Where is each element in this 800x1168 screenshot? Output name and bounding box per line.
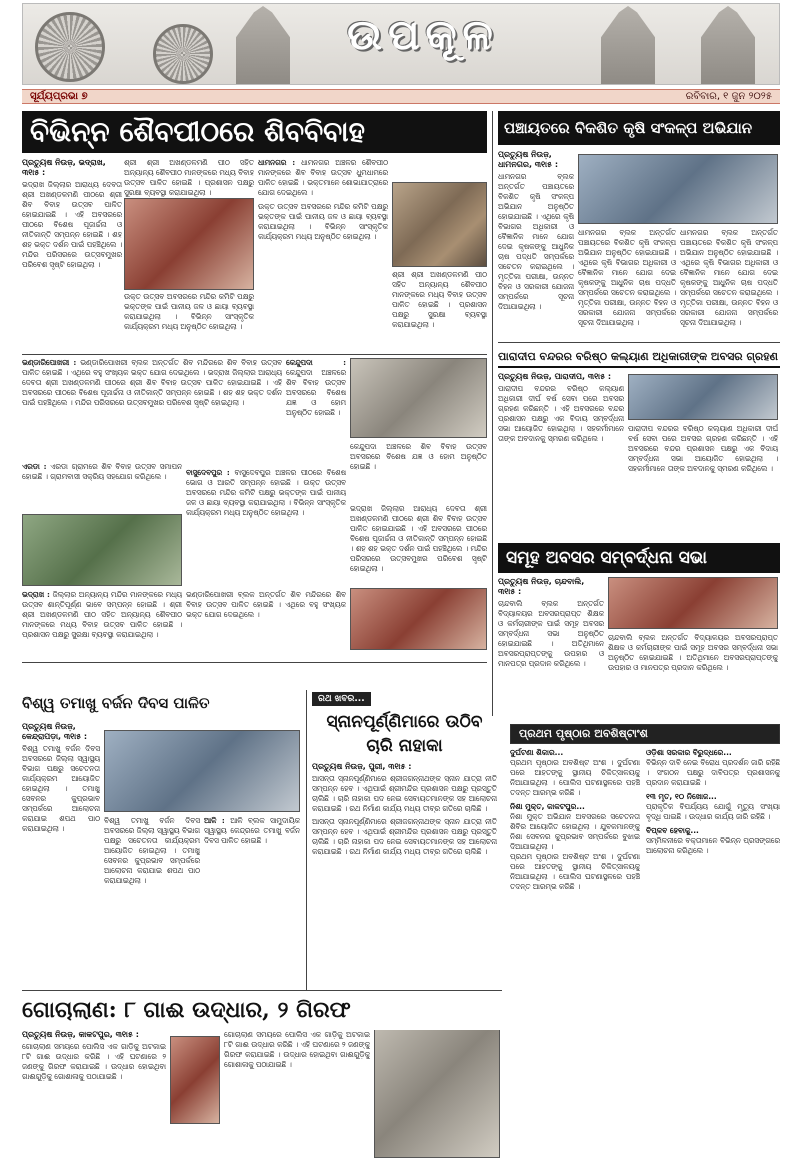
konark-wheel-mid: [153, 24, 213, 84]
story3-dateline: ପ୍ରତ୍ୟୁଷ ନିଉଜ଼, ପାରାଦୀପ, ୩୧ା୫ :: [498, 372, 612, 381]
story6-dateline: ପ୍ରତ୍ୟୁଷ ନିଉଜ଼, ପୁରୀ, ୩୧ା୫ :: [312, 762, 412, 771]
story5-body: [22, 722, 302, 984]
folio-date: ରବିବାର, ୧ ଜୁନ ୨୦୨୫: [685, 91, 772, 102]
front-rest-body: [510, 748, 780, 1153]
story6-body: [312, 762, 497, 987]
story1-photo-ritual: [350, 358, 487, 438]
story2-col3-text: ଧାମନଗର ବ୍ଲକ ଅନ୍ତର୍ଗତ ପଞ୍ଚାୟତରେ ବିକଶିତ କୃଷି ସଂକଳ୍ପ ଅଭିଯାନ ଅନୁଷ୍ଠିତ ହୋଇଯାଇଛି । ଏଥିରେ କୃଷି ବିଭାଗର ଅଧିକାରୀ ଓ ବୈଜ୍ଞାନିକ ମାନେ ଯୋଗ ଦେଇ କୃଷକଙ୍କୁ ଆଧୁନିକ ଚାଷ ପଦ୍ଧତି ସମ୍ପର୍କରେ ସଚେତନ କରାଇଥିଲେ । ମୃତ୍ତିକା ପରୀକ୍ଷା, ଉନ୍ନତ ବିହନ ଓ ସରକାରୀ ଯୋଜନା ସମ୍ପର୍କରେ ସୂଚନା ଦିଆଯାଇଥିଲା ।: [680, 228, 778, 327]
story1-col-right2-text: ଭଦ୍ରାଖ ଜିଲ୍ଲାର ଆରାଧ୍ୟ ଦେବତା ଶ୍ରୀ ଅଖଣ୍ଡଳମଣି ପୀଠରେ ଶ୍ରୀ ଶିବ ବିବାହ ଉତ୍ସବ ପାଳିତ ହୋଇଯାଇଛି । ଏହି ଅବସରରେ ପୀଠରେ ବିଶେଷ ପୂଜାର୍ଚ୍ଚନା ଓ ନୀତିକାନ୍ତି ସମ୍ପନ୍ନ ହୋଇଛି । ଶହ ଶହ ଭକ୍ତ ଦର୍ଶନ ପାଇଁ ପହଞ୍ଚିଥିଲେ । ମନ୍ଦିର ପରିସରରେ ଉତ୍ସବମୁଖର ପରିବେଶ ସୃଷ୍ଟି ହୋଇଥିଲା ।: [350, 504, 487, 573]
story1-sub5-block: [22, 590, 182, 658]
story1-photo-puja: [350, 588, 487, 650]
story3-body: [498, 372, 780, 540]
story1-col2-top: [124, 158, 254, 198]
story1-photo-procession: [124, 198, 254, 290]
story7-col2: [224, 1030, 370, 1160]
story4-body: [498, 577, 780, 717]
story1-col-right: [350, 442, 487, 502]
story1-sub6-cont: ଉକ୍ତ ଉତ୍ସବ ଅବସରରେ ମନ୍ଦିର କମିଟି ପକ୍ଷରୁ ଭକ୍ତଙ୍କ ପାଇଁ ପାନୀୟ ଜଳ ଓ ଛାୟା ବ୍ୟବସ୍ଥା କରାଯାଇଥିଲା । ବିଭିନ୍ନ ସାଂସ୍କୃତିକ କାର୍ଯ୍ୟକ୍ରମ ମଧ୍ୟ ଅନୁଷ୍ଠିତ ହୋଇଥିଲା ।: [186, 478, 346, 517]
story1-col-right-text: କେନ୍ଦୁପଦା ଅଞ୍ଚଳରେ ଶିବ ବିବାହ ଉତ୍ସବ ଅବସରରେ ବିଶେଷ ଯଜ୍ଞ ଓ ହୋମ ଅନୁଷ୍ଠିତ ହୋଇଛି ।: [350, 442, 487, 471]
story5-text: ବିଶ୍ୱ ତମାଖୁ ବର୍ଜନ ଦିବସ ଅବସରରେ ଜିଲ୍ଲା ସ୍ୱାସ୍ଥ୍ୟ ବିଭାଗ ପକ୍ଷରୁ ସଚେତନତା କାର୍ଯ୍ୟକ୍ରମ ଆୟୋଜିତ ହୋଇଥିଲା । ତମାଖୁ ସେବନର କୁପ୍ରଭାବ ସମ୍ପର୍କରେ ଆଲୋଚନା କରାଯାଇ ଶପଥ ପାଠ କରାଯାଇଥିଲା ।: [22, 744, 100, 833]
story5-col2: [104, 816, 200, 984]
story7-photo-cattle: [374, 1030, 500, 1158]
story3-headline: [498, 346, 780, 368]
story1-lower: [22, 358, 487, 658]
story7-body: [22, 1030, 502, 1160]
front-rest-e-title: ବିପ୍ଳବ ହେବାକୁ...: [646, 826, 699, 835]
story1-sub5-label: ଭଦ୍ରାଖ :: [22, 590, 50, 599]
story2-col1: [498, 150, 574, 340]
story7-headline-text: ଗୋଚାଲାଣ: ୮ ଗାଈ ଉଦ୍ଧାର, ୨ ଗିରଫ: [22, 997, 351, 1023]
story1-text2: ଶ୍ରୀ ଶ୍ରୀ ଅଖଣ୍ଡଳମଣି ପୀଠ ସହିତ ଅନ୍ୟାନ୍ୟ ଶୈବପୀଠ ମାନଙ୍କରେ ମଧ୍ୟ ବିବାହ ଉତ୍ସବ ପାଳିତ ହୋଇଛି । ପ୍ରଶାସନ ପକ୍ଷରୁ ସୁରକ୍ଷା ବ୍ୟବସ୍ଥା କରାଯାଇଥିଲା ।: [124, 158, 254, 197]
folio-bar: [22, 89, 780, 104]
temple-right: [583, 6, 673, 84]
story1-col3: [258, 158, 388, 358]
front-rest-label: [510, 724, 780, 744]
story1-lower-text: [186, 590, 346, 656]
front-rest-label-text: ପ୍ରଥମ ପୃଷ୍ଠାର ଅବଶିଷ୍ଟାଂଶ: [519, 727, 648, 740]
story6-tag: ରଥ ଖବର...: [312, 692, 371, 706]
story1-col4: [392, 270, 487, 358]
story1-sub2-block: [22, 358, 282, 454]
story1-photo-deities: [392, 182, 487, 267]
story6-text-cont: ଆସନ୍ତା ସ୍ନାନପୂର୍ଣ୍ଣିମାରେ ଶ୍ରୀଜଗନ୍ନାଥଙ୍କ ସ୍ନାନ ଯାତ୍ରା ନୀତି ସମ୍ପନ୍ନ ହେବ । ଏଥିପାଇଁ ଶ୍ରୀମନ୍ଦିର ପ୍ରଶାସନ ପକ୍ଷରୁ ପ୍ରସ୍ତୁତି ଚାଲିଛି । ଚାରି ନାହାକା ପଦ ନେଇ ସେବାୟତମାନଙ୍କ ସହ ଆଲୋଚନା କରାଯାଇଛି । ରଥ ନିର୍ମାଣ କାର୍ଯ୍ୟ ମଧ୍ୟ ତୀବ୍ର ଗତିରେ ଚାଲିଛି ।: [312, 817, 497, 856]
story1-sub1: ଧାମନଗର ଅଞ୍ଚଳର ଶୈବପୀଠ ମାନଙ୍କରେ ଶିବ ବିବାହ ଉତ୍ସବ ଧୁମଧାମରେ ପାଳିତ ହୋଇଛି । ଭକ୍ତମାନେ ଶୋଭାଯାତ୍ରାରେ ଯୋଗ ଦେଇଥିଲେ ।: [258, 158, 388, 197]
story1-sub4-label: ଏରଡା :: [22, 462, 47, 471]
story7-col2-text: ଗୋଚାଲାଣ ସମୟରେ ପୋଲିସ ଏକ ଗାଡ଼ିକୁ ଅଟକାଇ ୮ଟି ଗାଈ ଉଦ୍ଧାର କରିଛି । ଏହି ଘଟଣାରେ ୨ ଜଣଙ୍କୁ ଗିରଫ କରାଯାଇଛି । ଉଦ୍ଧାର ହୋଇଥିବା ଗାଈଗୁଡ଼ିକୁ ଗୋଶାଳାକୁ ପଠାଯାଇଛି ।: [224, 1030, 370, 1069]
story1-sub6-block: [186, 468, 346, 588]
story6-headline-line1: ସ୍ନାନପୂର୍ଣ୍ଣିମାରେ ଉଠିବ: [326, 712, 483, 732]
story5-headline: [22, 690, 302, 716]
story1-lower-text-content: ଭଣ୍ଡାରିପୋଖରୀ ବ୍ଲକ ଅନ୍ତର୍ଗତ ଶିବ ମନ୍ଦିରରେ ଶିବ ବିବାହ ଉତ୍ସବ ପାଳିତ ହୋଇଛି । ଏଥିରେ ବହୁ ସଂଖ୍ୟକ ଭକ୍ତ ଯୋଗ ଦେଇଥିଲେ ।: [186, 590, 346, 619]
story4-headline-text: ସମୂହ ଅବସର ସମ୍ବର୍ଦ୍ଧନା ସଭା: [506, 548, 708, 568]
front-rest-b-title: ନିଶା ମୁକ୍ତ, କାକଟପୁର...: [510, 802, 585, 811]
story1-col2-text: ଉକ୍ତ ଉତ୍ସବ ଅବସରରେ ମନ୍ଦିର କମିଟି ପକ୍ଷରୁ ଭକ୍ତଙ୍କ ପାଇଁ ପାନୀୟ ଜଳ ଓ ଛାୟା ବ୍ୟବସ୍ଥା କରାଯାଇଥିଲା । ବିଭିନ୍ନ ସାଂସ୍କୃତିକ କାର୍ଯ୍ୟକ୍ରମ ମଧ୍ୟ ଅନୁଷ୍ଠିତ ହୋଇଥିଲା ।: [124, 292, 254, 331]
story2-headline: [498, 111, 780, 145]
story7-text: ଗୋଚାଲାଣ ସମୟରେ ପୋଲିସ ଏକ ଗାଡ଼ିକୁ ଅଟକାଇ ୮ଟି ଗାଈ ଉଦ୍ଧାର କରିଛି । ଏହି ଘଟଣାରେ ୨ ଜଣଙ୍କୁ ଗିରଫ କରାଯାଇଛି । ଉଦ୍ଧାର ହୋଇଥିବା ଗାଈଗୁଡ଼ିକୁ ଗୋଶାଳାକୁ ପଠାଯାଇଛି ।: [22, 1042, 166, 1081]
story6-headline: [312, 710, 497, 758]
story5-dateline: ପ୍ରତ୍ୟୁଷ ନିଉଜ଼, କେନ୍ଦ୍ରାପଡ଼ା, ୩୧ା୫ :: [22, 722, 88, 741]
front-rest-col1-cont: ପ୍ରଥମ ପୃଷ୍ଠାର ଅବଶିଷ୍ଟ ଅଂଶ । ଦୁର୍ଘଟଣା ପରେ ଆହତଙ୍କୁ ସ୍ଥାନୀୟ ଚିକିତ୍ସାଳୟକୁ ନିଆଯାଇଥିଲା । ପୋଲିସ ଘଟଣାସ୍ଥଳରେ ପହଞ୍ଚି ତଦନ୍ତ ଆରମ୍ଭ କରିଛି ।: [510, 852, 640, 891]
front-rest-c-title: ଓଡ଼ିଶା ସରକାର ବିରୁଦ୍ଧରେ...: [646, 748, 732, 757]
temple-far-right: [683, 6, 773, 84]
story6-headline-line2: ଚାରି ନାହାକା: [366, 736, 443, 756]
story4-dateline: ପ୍ରତ୍ୟୁଷ ନିଉଜ଼, ଚାନ୍ଦବାଲି, ୩୧ା୫ :: [498, 577, 585, 596]
story1-photo-group: [22, 514, 182, 586]
story7-col1: [22, 1030, 166, 1160]
story3-headline-text: ପାରାଦୀପ ବନ୍ଦରର ବରିଷ୍ଠ କଲ୍ୟାଣ ଅଧିକାରୀଙ୍କ ଅବସର ଗ୍ରହଣ: [498, 350, 778, 363]
story3-text: ପାରାଦୀପ ବନ୍ଦରର ବରିଷ୍ଠ କଲ୍ୟାଣ ଅଧିକାରୀ ଦୀର୍ଘ ବର୍ଷ ସେବା ପରେ ଅବସର ଗ୍ରହଣ କରିଛନ୍ତି । ଏହି ଅବସରରେ ବନ୍ଦର ପ୍ରଶାସନ ପକ୍ଷରୁ ଏକ ବିଦାୟ ସମ୍ବର୍ଦ୍ଧନା ସଭା ଆୟୋଜିତ ହୋଇଥିଲା । ସହକର୍ମୀମାନେ ତାଙ୍କ ଅବଦାନକୁ ସ୍ମରଣ କରିଥିଲେ ।: [498, 384, 624, 443]
story1-col4-text: ଶ୍ରୀ ଶ୍ରୀ ଅଖଣ୍ଡଳମଣି ପୀଠ ସହିତ ଅନ୍ୟାନ୍ୟ ଶୈବପୀଠ ମାନଙ୍କରେ ମଧ୍ୟ ବିବାହ ଉତ୍ସବ ପାଳିତ ହୋଇଛି । ପ୍ରଶାସନ ପକ୍ଷରୁ ସୁରକ୍ଷା ବ୍ୟବସ୍ଥା କରାଯାଇଥିଲା ।: [392, 270, 487, 329]
story1-col1: [22, 158, 122, 358]
konark-wheel-left: [35, 12, 105, 82]
story7-photo-accused: [170, 1036, 220, 1124]
story6-text: ଆସନ୍ତା ସ୍ନାନପୂର୍ଣ୍ଣିମାରେ ଶ୍ରୀଜଗନ୍ନାଥଙ୍କ ସ୍ନାନ ଯାତ୍ରା ନୀତି ସମ୍ପନ୍ନ ହେବ । ଏଥିପାଇଁ ଶ୍ରୀମନ୍ଦିର ପ୍ରଶାସନ ପକ୍ଷରୁ ପ୍ରସ୍ତୁତି ଚାଲିଛି । ଚାରି ନାହାକା ପଦ ନେଇ ସେବାୟତମାନଙ୍କ ସହ ଆଲୋଚନା କରାଯାଇଛି । ରଥ ନିର୍ମାଣ କାର୍ଯ୍ୟ ମଧ୍ୟ ତୀବ୍ର ଗତିରେ ଚାଲିଛି ।: [312, 774, 497, 813]
front-rest-c-text: ବିଭିନ୍ନ ଦାବି ନେଇ ବିରୋଧ ପ୍ରଦର୍ଶନ ଜାରି ରହିଛି । ସଂଗଠନ ପକ୍ଷରୁ ଦାବିପତ୍ର ପ୍ରଶାସନକୁ ପ୍ରଦାନ କରାଯାଇଛି ।: [646, 758, 780, 787]
story1-sub2: ଭଣ୍ଡାରିପୋଖରୀ ବ୍ଲକ ଅନ୍ତର୍ଗତ ଶିବ ମନ୍ଦିରରେ ଶିବ ବିବାହ ଉତ୍ସବ ପାଳିତ ହୋଇଛି । ଏଥିରେ ବହୁ ସଂଖ୍ୟକ ଭକ୍ତ ଯୋଗ ଦେଇଥିଲେ ।: [22, 358, 282, 377]
story1-col3-text: ଉକ୍ତ ଉତ୍ସବ ଅବସରରେ ମନ୍ଦିର କମିଟି ପକ୍ଷରୁ ଭକ୍ତଙ୍କ ପାଇଁ ପାନୀୟ ଜଳ ଓ ଛାୟା ବ୍ୟବସ୍ଥା କରାଯାଇଥିଲା । ବିଭିନ୍ନ ସାଂସ୍କୃତିକ କାର୍ଯ୍ୟକ୍ରମ ମଧ୍ୟ ଅନୁଷ୍ଠିତ ହୋଇଥିଲା ।: [258, 202, 388, 241]
story5-photo-hall: [104, 730, 300, 812]
story1-sub3: କେନ୍ଦୁପଦା ଅଞ୍ଚଳରେ ଶିବ ବିବାହ ଉତ୍ସବ ଅବସରରେ ବିଶେଷ ଯଜ୍ଞ ଓ ହୋମ ଅନୁଷ୍ଠିତ ହୋଇଛି ।: [286, 368, 346, 417]
story2-col3: [680, 228, 778, 340]
story4-text: ଚାନ୍ଦବାଲି ବ୍ଲକ ଅନ୍ତର୍ଗତ ବିଦ୍ୟାଳୟର ଅବସରପ୍ରାପ୍ତ ଶିକ୍ଷକ ଓ କର୍ମଚାରୀଙ୍କ ପାଇଁ ସମୂହ ଅବସର ସମ୍ବର୍ଦ୍ଧନା ସଭା ଅନୁଷ୍ଠିତ ହୋଇଯାଇଛି । ଅତିଥିମାନେ ଅବସରପ୍ରାପ୍ତଙ୍କୁ ଉପହାର ଓ ମାନପତ୍ର ପ୍ରଦାନ କରିଥିଲେ ।: [498, 599, 604, 668]
story5-sub: ଆଳି ବ୍ଲକ ସାମୁଦାୟିକ ସ୍ୱାସ୍ଥ୍ୟ କେନ୍ଦ୍ରରେ ତମାଖୁ ବର୍ଜନ ଦିବସ ପାଳିତ ହୋଇଛି ।: [204, 816, 300, 845]
story2-text: ଧାମନଗର ବ୍ଲକ ଅନ୍ତର୍ଗତ ପଞ୍ଚାୟତରେ ବିକଶିତ କୃଷି ସଂକଳ୍ପ ଅଭିଯାନ ଅନୁଷ୍ଠିତ ହୋଇଯାଇଛି । ଏଥିରେ କୃଷି ବିଭାଗର ଅଧିକାରୀ ଓ ବୈଜ୍ଞାନିକ ମାନେ ଯୋଗ ଦେଇ କୃଷକଙ୍କୁ ଆଧୁନିକ ଚାଷ ପଦ୍ଧତି ସମ୍ପର୍କରେ ସଚେତନ କରାଇଥିଲେ । ମୃତ୍ତିକା ପରୀକ୍ଷା, ଉନ୍ନତ ବିହନ ଓ ସରକାରୀ ଯୋଜନା ସମ୍ପର୍କରେ ସୂଚନା ଦିଆଯାଇଥିଲା ।: [498, 172, 574, 311]
story4-photo-stage: [608, 577, 778, 629]
story1-sub6-label: ବାସୁଦେବପୁର :: [186, 468, 230, 477]
story2-body: [498, 150, 780, 340]
story3-photo-farewell: [628, 374, 778, 420]
masthead: [22, 3, 780, 85]
front-rest-a-title: ଦୁର୍ଘଟଣା ଶିକାର...: [510, 748, 564, 757]
story1-body: [22, 158, 487, 358]
story3-col2: [628, 424, 778, 540]
front-rest-a-text: ପ୍ରଥମ ପୃଷ୍ଠାର ଅବଶିଷ୍ଟ ଅଂଶ । ଦୁର୍ଘଟଣା ପରେ ଆହତଙ୍କୁ ସ୍ଥାନୀୟ ଚିକିତ୍ସାଳୟକୁ ନିଆଯାଇଥିଲା । ପୋଲିସ ଘଟଣାସ୍ଥଳରେ ପହଞ୍ଚି ତଦନ୍ତ ଆରମ୍ଭ କରିଛି ।: [510, 758, 640, 797]
story5-col1: [22, 722, 100, 984]
folio-left: ସୂର୍ଯ୍ୟପ୍ରଭା ୭: [30, 91, 88, 102]
front-rest-e-text: ସମ୍ମିଳନୀରେ ବକ୍ତାମାନେ ବିଭିନ୍ନ ପ୍ରସଙ୍ଗରେ ଆଲୋଚନା କରିଥିଲେ ।: [646, 836, 780, 855]
front-rest-d-title: ୧୩ ମୃତ, ୧୦ ନିଖୋଜ...: [646, 792, 717, 801]
masthead-title: ଉପକୂଳ: [347, 10, 499, 59]
story1-sub5-cont: ଶ୍ରୀ ଶ୍ରୀ ଅଖଣ୍ଡଳମଣି ପୀଠ ସହିତ ଅନ୍ୟାନ୍ୟ ଶୈବପୀଠ ମାନଙ୍କରେ ମଧ୍ୟ ବିବାହ ଉତ୍ସବ ପାଳିତ ହୋଇଛି । ପ୍ରଶାସନ ପକ୍ଷରୁ ସୁରକ୍ଷା ବ୍ୟବସ୍ଥା କରାଯାଇଥିଲା ।: [22, 600, 182, 639]
story5-col2-text: ବିଶ୍ୱ ତମାଖୁ ବର୍ଜନ ଦିବସ ଅବସରରେ ଜିଲ୍ଲା ସ୍ୱାସ୍ଥ୍ୟ ବିଭାଗ ପକ୍ଷରୁ ସଚେତନତା କାର୍ଯ୍ୟକ୍ରମ ଆୟୋଜିତ ହୋଇଥିଲା । ତମାଖୁ ସେବନର କୁପ୍ରଭାବ ସମ୍ପର୍କରେ ଆଲୋଚନା କରାଯାଇ ଶପଥ ପାଠ କରାଯାଇଥିଲା ।: [104, 816, 200, 885]
story1-sub4: ଏରଡା ଗ୍ରାମରେ ଶିବ ବିବାହ ଉତ୍ସବ ସମାପନ ହୋଇଛି । ଗ୍ରାମବାସୀ ସକ୍ରିୟ ସହଯୋଗ କରିଥିଲେ ।: [22, 462, 182, 481]
story4-col2-text: ଚାନ୍ଦବାଲି ବ୍ଲକ ଅନ୍ତର୍ଗତ ବିଦ୍ୟାଳୟର ଅବସରପ୍ରାପ୍ତ ଶିକ୍ଷକ ଓ କର୍ମଚାରୀଙ୍କ ପାଇଁ ସମୂହ ଅବସର ସମ୍ବର୍ଦ୍ଧନା ସଭା ଅନୁଷ୍ଠିତ ହୋଇଯାଇଛି । ଅତିଥିମାନେ ଅବସରପ୍ରାପ୍ତଙ୍କୁ ଉପହାର ଓ ମାନପତ୍ର ପ୍ରଦାନ କରିଥିଲେ ।: [608, 633, 778, 672]
story7-dateline: ପ୍ରତ୍ୟୁଷ ନିଉଜ଼, କାକଟପୁର, ୩୧ା୫ :: [22, 1030, 139, 1039]
story1-sub5: ଜିଲ୍ଲାର ଅନ୍ୟାନ୍ୟ ମନ୍ଦିର ମାନଙ୍କରେ ମଧ୍ୟ ଉତ୍ସବ ଶାନ୍ତିପୂର୍ଣ୍ଣ ଭାବେ ସମ୍ପନ୍ନ ହୋଇଛି ।: [22, 590, 182, 609]
front-rest-col1: [510, 748, 640, 1153]
story1-sub2-label: ଭଣ୍ଡାରିପୋଖରୀ :: [22, 358, 77, 367]
story1-headline: [22, 111, 487, 153]
story3-col2-text: ପାରାଦୀପ ବନ୍ଦରର ବରିଷ୍ଠ କଲ୍ୟାଣ ଅଧିକାରୀ ଦୀର୍ଘ ବର୍ଷ ସେବା ପରେ ଅବସର ଗ୍ରହଣ କରିଛନ୍ତି । ଏହି ଅବସରରେ ବନ୍ଦର ପ୍ରଶାସନ ପକ୍ଷରୁ ଏକ ବିଦାୟ ସମ୍ବର୍ଦ୍ଧନା ସଭା ଆୟୋଜିତ ହୋଇଥିଲା । ସହକର୍ମୀମାନେ ତାଙ୍କ ଅବଦାନକୁ ସ୍ମରଣ କରିଥିଲେ ।: [628, 424, 778, 473]
story1-sub3-label: କେନ୍ଦୁପଦା :: [286, 358, 346, 367]
front-rest-col2: [646, 748, 780, 1153]
story1-sub2-cont: ଭଦ୍ରାଖ ଜିଲ୍ଲାର ଆରାଧ୍ୟ ଦେବତା ଶ୍ରୀ ଅଖଣ୍ଡଳମଣି ପୀଠରେ ଶ୍ରୀ ଶିବ ବିବାହ ଉତ୍ସବ ପାଳିତ ହୋଇଯାଇଛି । ଏହି ଅବସରରେ ପୀଠରେ ବିଶେଷ ପୂଜାର୍ଚ୍ଚନା ଓ ନୀତିକାନ୍ତି ସମ୍ପନ୍ନ ହୋଇଛି । ଶହ ଶହ ଭକ୍ତ ଦର୍ଶନ ପାଇଁ ପହଞ୍ଚିଥିଲେ । ମନ୍ଦିର ପରିସରରେ ଉତ୍ସବମୁଖର ପରିବେଶ ସୃଷ୍ଟି ହୋଇଥିଲା ।: [22, 368, 282, 407]
story2-photo-meeting: [578, 154, 778, 224]
story4-col2: [608, 633, 778, 717]
story2-col2: [578, 228, 676, 340]
story3-col1: [498, 372, 624, 540]
story1-sub3-block: [286, 358, 346, 458]
story2-col2-text: ଧାମନଗର ବ୍ଲକ ଅନ୍ତର୍ଗତ ପଞ୍ଚାୟତରେ ବିକଶିତ କୃଷି ସଂକଳ୍ପ ଅଭିଯାନ ଅନୁଷ୍ଠିତ ହୋଇଯାଇଛି । ଏଥିରେ କୃଷି ବିଭାଗର ଅଧିକାରୀ ଓ ବୈଜ୍ଞାନିକ ମାନେ ଯୋଗ ଦେଇ କୃଷକଙ୍କୁ ଆଧୁନିକ ଚାଷ ପଦ୍ଧତି ସମ୍ପର୍କରେ ସଚେତନ କରାଇଥିଲେ । ମୃତ୍ତିକା ପରୀକ୍ଷା, ଉନ୍ନତ ବିହନ ଓ ସରକାରୀ ଯୋଜନା ସମ୍ପର୍କରେ ସୂଚନା ଦିଆଯାଇଥିଲା ।: [578, 228, 676, 327]
story1-sub1-label: ଧାମନଗର :: [258, 158, 296, 167]
story1-dateline: ପ୍ରତ୍ୟୁଷ ନିଉଜ଼, ଭଦ୍ରାଖ, ୩୧ା୫ :: [22, 158, 106, 177]
front-rest-d-text: ପ୍ରାକୃତିକ ବିପର୍ଯ୍ୟୟ ଯୋଗୁଁ ମୃତ୍ୟୁ ସଂଖ୍ୟା ବୃଦ୍ଧି ପାଇଛି । ଉଦ୍ଧାର କାର୍ଯ୍ୟ ଜାରି ରହିଛି ।: [646, 802, 780, 821]
story2-headline-text: ପଞ୍ଚାୟତରେ ବିକଶିତ କୃଷି ସଂକଳ୍ପ ଅଭିଯାନ: [504, 119, 753, 137]
story4-headline: [498, 543, 780, 573]
story1-col2-bottom: [124, 292, 254, 358]
story1-sub4-block: [22, 462, 182, 512]
story5-headline-text: ବିଶ୍ୱ ତମାଖୁ ବର୍ଜନ ଦିବସ ପାଳିତ: [22, 694, 210, 712]
story2-dateline: ପ୍ରତ୍ୟୁଷ ନିଉଜ଼, ଧାମନଗର, ୩୧ା୫ :: [498, 150, 559, 169]
front-rest-b-text: ନିଶା ମୁକ୍ତ ଅଭିଯାନ ଅବସରରେ ସଚେତନତା ଶିବିର ଆୟୋଜିତ ହୋଇଥିଲା । ଯୁବକମାନଙ୍କୁ ନିଶା ସେବନର କୁପ୍ରଭାବ ସମ୍ପର୍କରେ ବୁଝାଇ ଦିଆଯାଇଥିଲା ।: [510, 812, 640, 851]
story5-sub-label: ଆଳି :: [204, 816, 225, 825]
story1-sub6: ବାସୁଦେବପୁର ଅଞ୍ଚଳର ପୀଠରେ ବିଶେଷ ଭୋଗ ଓ ଆରତି ସମ୍ପନ୍ନ ହୋଇଛି ।: [186, 468, 346, 487]
story7-headline: [22, 994, 502, 1026]
story1-col-right2: [350, 504, 487, 586]
story5-col3: [204, 816, 300, 984]
story1-text: ଭଦ୍ରାଖ ଜିଲ୍ଲାର ଆରାଧ୍ୟ ଦେବତା ଶ୍ରୀ ଅଖଣ୍ଡଳମଣି ପୀଠରେ ଶ୍ରୀ ଶିବ ବିବାହ ଉତ୍ସବ ପାଳିତ ହୋଇଯାଇଛି । ଏହି ଅବସରରେ ପୀଠରେ ବିଶେଷ ପୂଜାର୍ଚ୍ଚନା ଓ ନୀତିକାନ୍ତି ସମ୍ପନ୍ନ ହୋଇଛି । ଶହ ଶହ ଭକ୍ତ ଦର୍ଶନ ପାଇଁ ପହଞ୍ଚିଥିଲେ । ମନ୍ଦିର ପରିସରରେ ଉତ୍ସବମୁଖର ପରିବେଶ ସୃଷ୍ଟି ହୋଇଥିଲା ।: [22, 180, 122, 269]
story1-headline-text: ବିଭିନ୍ନ ଶୈବପୀଠରେ ଶିବବିବାହ: [30, 115, 365, 148]
story4-col1: [498, 577, 604, 717]
